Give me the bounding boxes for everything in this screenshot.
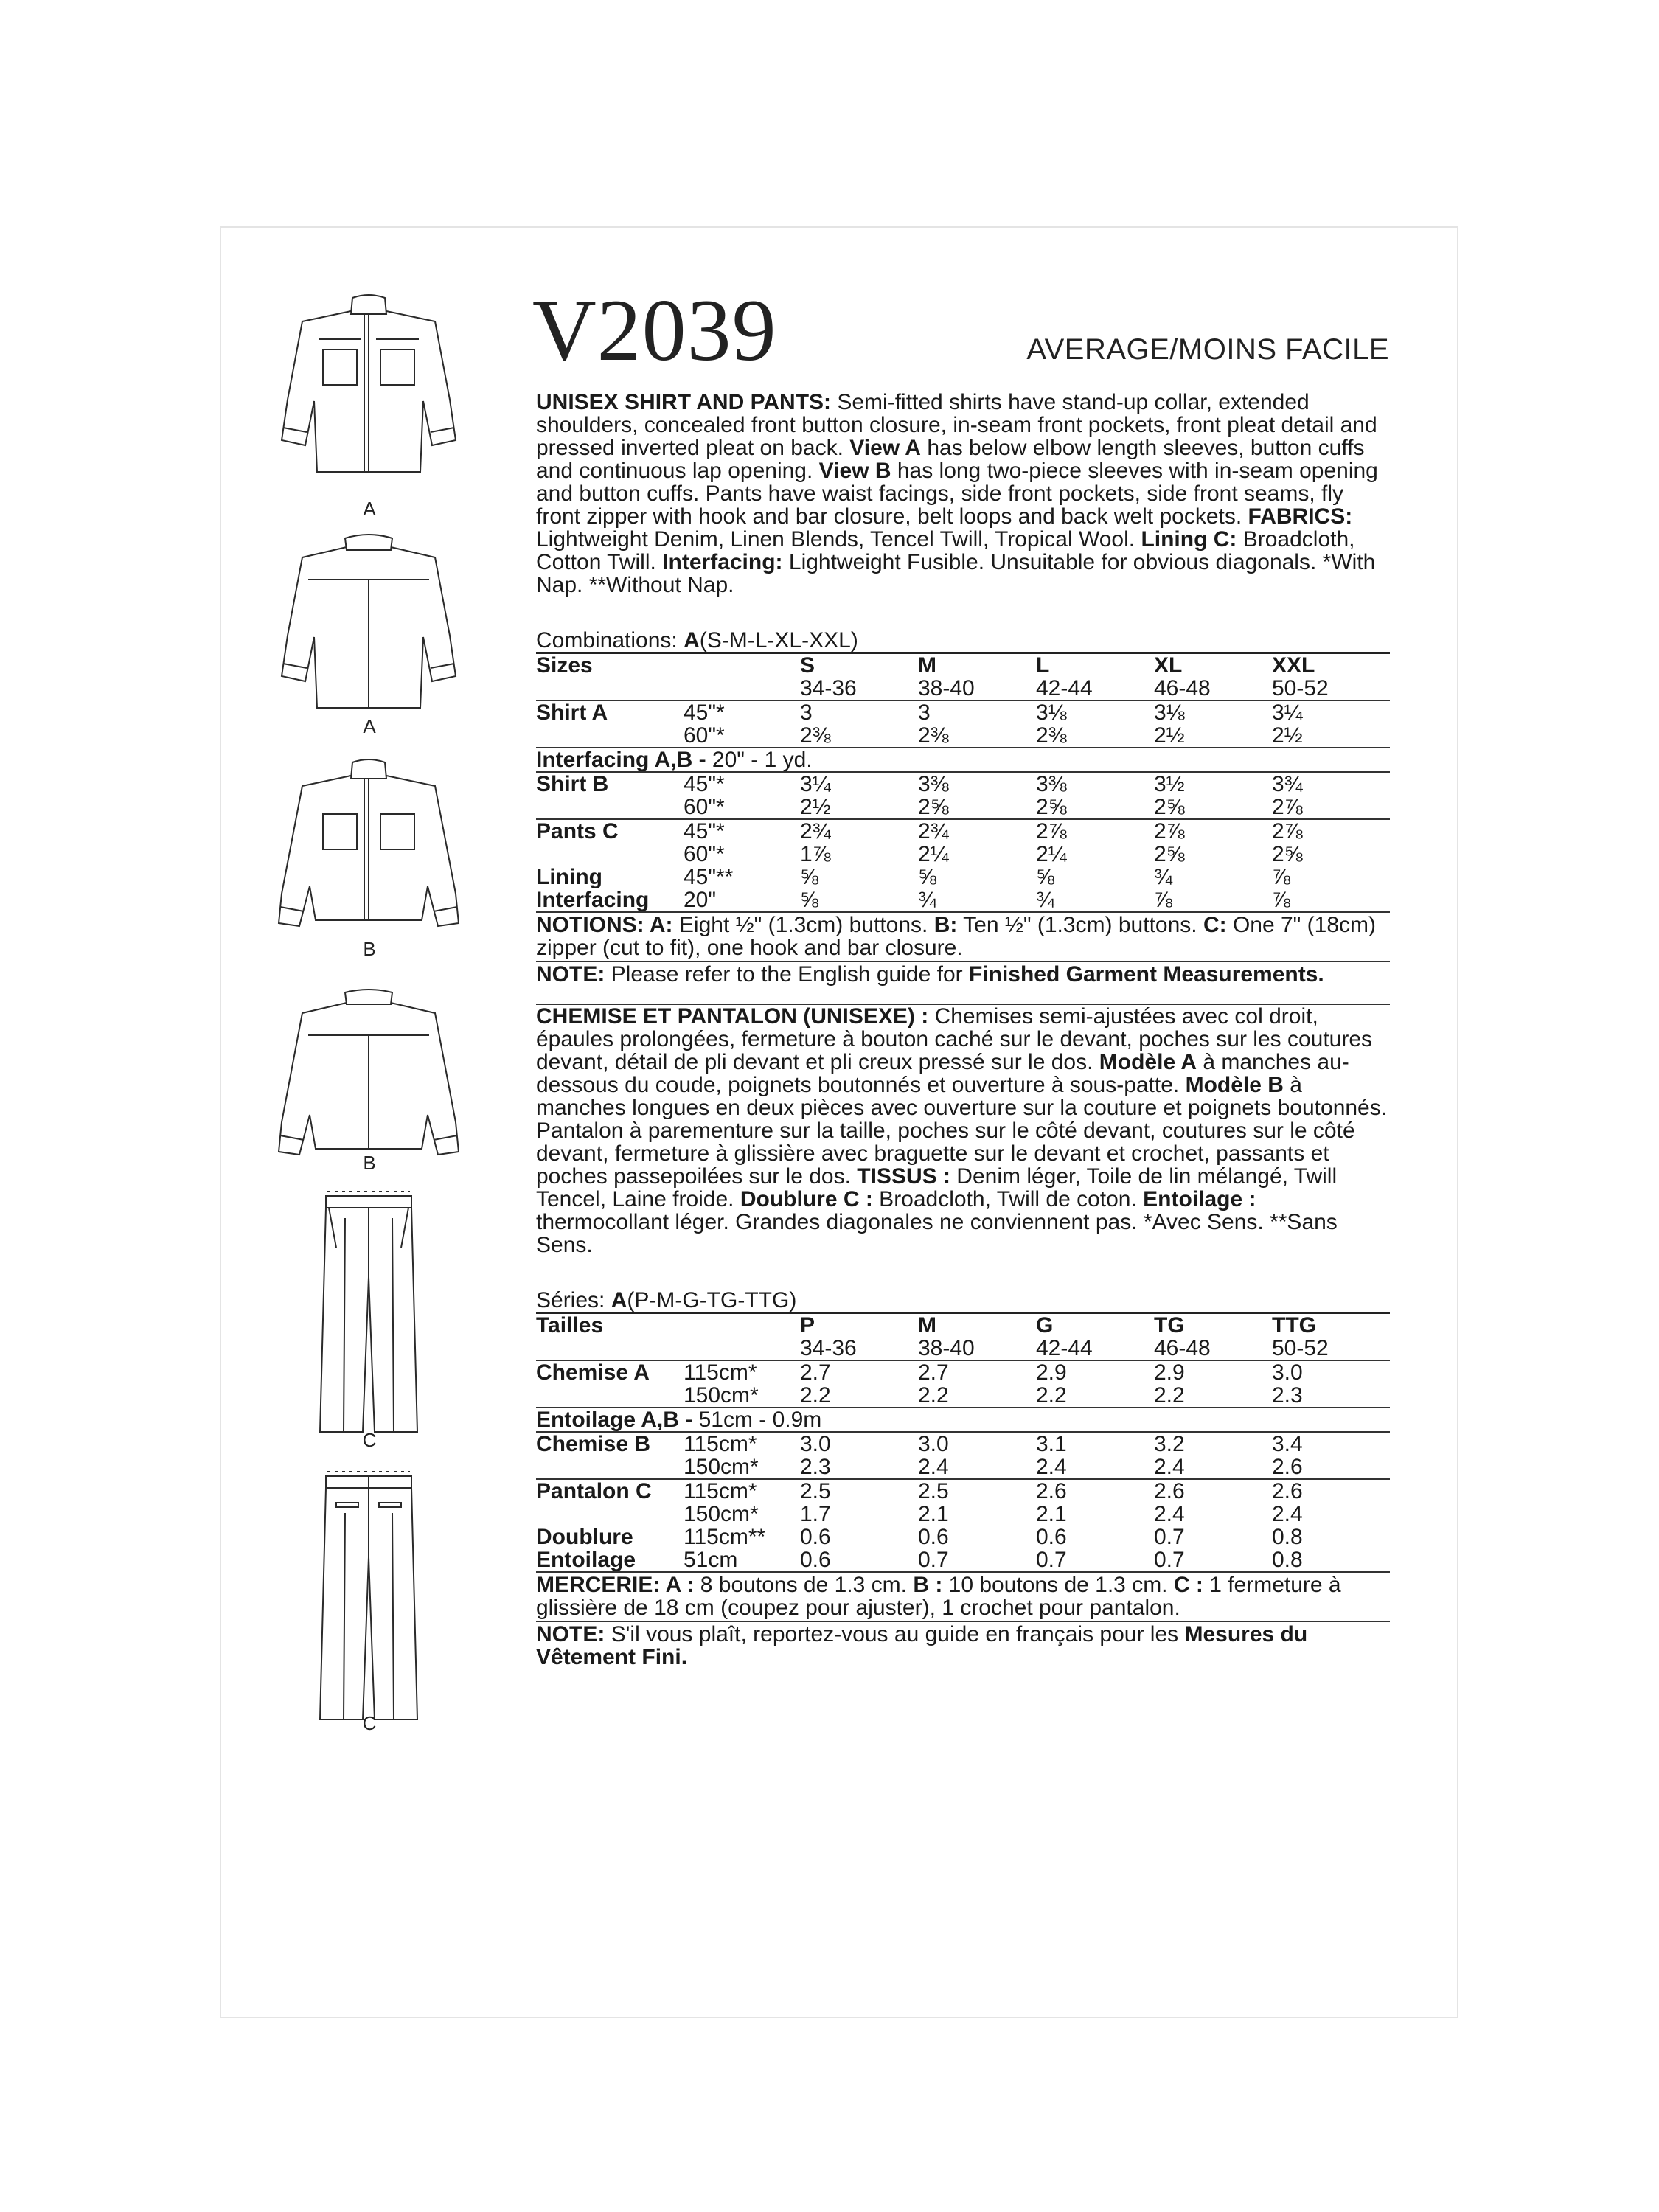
table-cell [684, 1313, 800, 1338]
pants-c-front-drawing [310, 1189, 428, 1439]
yardage-value: 2⅝ [1036, 795, 1067, 819]
view-label: C [362, 1429, 377, 1451]
yardage-value: 2⅞ [1272, 819, 1390, 843]
fabric-width: 45"* [684, 819, 800, 843]
fabric-width: 20" [684, 888, 717, 912]
yardage-value: ¾ [1036, 888, 1055, 912]
yardage-value: 3⅛ [1036, 700, 1154, 724]
table-row [536, 1479, 1390, 1503]
notions-text [536, 913, 1376, 960]
table-row [536, 1432, 1390, 1455]
yardage-value: 2¾ [918, 819, 1036, 843]
yardage-value: 2¾ [800, 819, 918, 843]
yardage-value: 3¼ [800, 772, 918, 796]
yardage-value: 2⅜ [918, 723, 949, 748]
shirt-b-back-drawing [273, 982, 465, 1166]
row-label: Chemise B [536, 1432, 684, 1455]
text: Ten ½" (1.3cm) buttons. [957, 913, 1203, 937]
yardage-value: 3.0 [1272, 1360, 1390, 1384]
yardage-value: 0.7 [1154, 1525, 1185, 1549]
view-label: B [363, 1152, 376, 1174]
english-note [536, 961, 1390, 987]
text: Lightweight Denim, Linen Blends, Tencel Twill, Tropical Wool. [536, 527, 1141, 552]
size-range: 50-52 [1272, 1336, 1329, 1360]
yardage-table [536, 1312, 1390, 1571]
text: 1 fermeture à glissière de 18 cm (coupez pour ajuster), 1 crochet pour pantalon. [536, 1573, 1341, 1620]
yardage-value: 2½ [800, 795, 831, 819]
table-cell [684, 677, 800, 700]
text: Broadcloth, Cotton Twill. [536, 527, 1355, 574]
yardage-value: 2½ [1272, 723, 1303, 748]
yardage-value: 2.6 [1272, 1455, 1303, 1479]
table-row [536, 1548, 1390, 1571]
combinations-prefix: Combinations: [536, 628, 684, 653]
bold-text: Modèle B [1185, 1073, 1284, 1097]
yardage-value: 0.6 [800, 1525, 831, 1549]
yardage-value: 3.1 [1036, 1432, 1154, 1455]
pattern-number: V2039 [532, 281, 777, 379]
bold-text: NOTE: [536, 1622, 605, 1646]
size-header: TTG [1272, 1313, 1390, 1338]
bold-text: FABRICS: [1248, 504, 1353, 529]
bold-text: View B [818, 459, 891, 483]
yardage-value: 2.4 [918, 1455, 949, 1479]
row-label: Interfacing [536, 888, 650, 912]
table-cell [536, 677, 684, 700]
table-header-label: Sizes [536, 653, 684, 678]
bold-text: Lining C: [1141, 527, 1237, 552]
yardage-value: 2.2 [800, 1383, 831, 1408]
text: 10 boutons de 1.3 cm. [942, 1573, 1174, 1597]
notions-label: NOTIONS: [536, 913, 644, 937]
text: has below elbow length sleeves, button cuffs and continuous lap opening. [536, 436, 1365, 483]
fabric-width: 115cm* [684, 1432, 800, 1455]
table-row [536, 796, 1390, 819]
text: Lightweight Fusible. Unsuitable for obvious diagonals. *With Nap. **Without Nap. [536, 550, 1376, 597]
yardage-value: 1⅞ [800, 842, 831, 866]
yardage-value: 3⅜ [918, 772, 1036, 796]
yardage-value: 2.7 [918, 1360, 1036, 1384]
yardage-value: 0.8 [1272, 1548, 1303, 1572]
yardage-value: 2⅝ [1154, 842, 1185, 866]
text: à manches au-dessous du coude, poignets boutonnés et ouverture à sous-patte. [536, 1050, 1349, 1097]
fabric-width: 60"* [684, 723, 725, 748]
size-header: G [1036, 1313, 1154, 1338]
yardage-value: 3.4 [1272, 1432, 1390, 1455]
bold-text: TISSUS : [857, 1164, 950, 1189]
size-range: 38-40 [918, 676, 975, 700]
yardage-value: ⅞ [1272, 888, 1291, 912]
row-label [536, 796, 684, 819]
size-range: 50-52 [1272, 676, 1329, 700]
size-range: 42-44 [1036, 676, 1093, 700]
bold-text: B : [913, 1573, 943, 1597]
row-label: Shirt A [536, 700, 684, 724]
pants-c-back-drawing [310, 1469, 428, 1727]
row-label [536, 1455, 684, 1479]
text: S'il vous plaît, reportez-vous au guide en français pour les [605, 1622, 1185, 1646]
table-row [536, 772, 1390, 796]
english-yardage-table [536, 652, 1390, 911]
yardage-value: 2.6 [1154, 1479, 1272, 1503]
yardage-value: 3.0 [800, 1432, 918, 1455]
yardage-value: 3 [918, 700, 1036, 724]
table-row [536, 1503, 1390, 1526]
size-range: 34-36 [800, 1336, 857, 1360]
size-header: M [918, 1313, 1036, 1338]
size-range: 46-48 [1154, 1336, 1211, 1360]
row-label: Entoilage A,B - [536, 1408, 693, 1432]
interfacing-ab-row [536, 748, 1390, 772]
yardage-value: 2.4 [1154, 1502, 1185, 1526]
yardage-value: 2½ [1154, 723, 1185, 748]
yardage-value: 2.2 [918, 1383, 949, 1408]
yardage-value: 2.2 [1154, 1383, 1185, 1408]
yardage-value: 2.1 [1036, 1502, 1067, 1526]
yardage-value: 3¼ [1272, 700, 1390, 724]
table-cell [684, 1337, 800, 1360]
yardage-value: 2.3 [1272, 1383, 1303, 1408]
yardage-value: 3½ [1154, 772, 1272, 796]
combinations-view: A [684, 628, 700, 653]
row-label [536, 724, 684, 748]
combinations-sizes: (S-M-L-XL-XXL) [699, 628, 858, 653]
table-row [536, 1455, 1390, 1479]
yardage-value: 2⅞ [1154, 819, 1272, 843]
table-row [536, 1313, 1390, 1338]
bold-text: A : [660, 1573, 695, 1597]
fabric-width: 150cm* [684, 1383, 759, 1408]
text: à manches longues en deux pièces avec ouverture sur la couture et poignets boutonnés. Pantalon à parementure sur la taille, poches sur le côté devant, coutures sur le côté devant, fermeture à glissière avec braguette sur le devant et crochet, passants et poches passepoilées sur le dos. [536, 1073, 1388, 1189]
bold-text: B: [933, 913, 958, 937]
row-label: Doublure [536, 1525, 633, 1549]
table-row [536, 1384, 1390, 1408]
bold-text: View A [849, 436, 921, 460]
combinations-sizes: (P-M-G-TG-TTG) [627, 1288, 797, 1312]
text: Chemises semi-ajustées avec col droit, épaules prolongées, fermeture à bouton caché sur le devant, poches sur les coutures devant, détail de pli devant et pli creux pressé sur le dos. [536, 1004, 1373, 1074]
yardage-value: 3⅜ [1036, 772, 1154, 796]
yardage-value: 2.9 [1036, 1360, 1154, 1384]
table-row [536, 1360, 1390, 1384]
size-header: TG [1154, 1313, 1272, 1338]
yardage-value: 0.6 [918, 1525, 949, 1549]
yardage-value: ⅝ [1036, 865, 1055, 889]
yardage-value: 2¼ [918, 842, 949, 866]
english-description [536, 391, 1390, 597]
table-row [536, 843, 1390, 866]
text: Please refer to the English guide for [605, 962, 969, 987]
shirt-b-front-drawing [273, 754, 465, 938]
table-row [536, 700, 1390, 724]
text: Semi-fitted shirts have stand-up collar, extended shoulders, concealed front button closure, in-seam front pockets, front pleat detail and pressed inverted pleat on back. [536, 390, 1377, 460]
bold-text: A: [644, 913, 673, 937]
yardage-table [536, 652, 1390, 911]
fabric-width: 115cm** [684, 1525, 766, 1549]
interfacing-yardage: 51cm - 0.9m [692, 1408, 822, 1432]
yardage-value: 2.4 [1272, 1502, 1303, 1526]
size-range: 38-40 [918, 1336, 975, 1360]
bold-text: UNISEX SHIRT AND PANTS: [536, 390, 832, 414]
fabric-width: 60"* [684, 842, 725, 866]
combinations-view: A [611, 1288, 627, 1312]
view-label: A [363, 498, 376, 520]
bold-text: Interfacing: [662, 550, 783, 574]
yardage-value: 2.5 [918, 1479, 1036, 1503]
fabric-width: 60"* [684, 795, 725, 819]
text: thermocollant léger. Grandes diagonales ne conviennent pas. *Avec Sens. **Sans Sens. [536, 1210, 1338, 1257]
yardage-value: 0.7 [1154, 1548, 1185, 1572]
yardage-value: 2⅞ [1272, 795, 1303, 819]
view-label: A [363, 715, 376, 737]
french-notions [536, 1571, 1390, 1621]
yardage-value: 1.7 [800, 1502, 831, 1526]
table-row [536, 1526, 1390, 1548]
size-range: 42-44 [1036, 1336, 1093, 1360]
bold-text: Modèle A [1099, 1050, 1197, 1074]
size-header: L [1036, 653, 1154, 678]
text: Broadcloth, Twill de coton. [872, 1187, 1144, 1211]
yardage-value: 3¾ [1272, 772, 1390, 796]
table-row [536, 866, 1390, 888]
size-header: XXL [1272, 653, 1390, 678]
view-label: B [363, 938, 376, 960]
table-cell [684, 653, 800, 678]
row-label: Chemise A [536, 1360, 684, 1384]
table-row [536, 1408, 1390, 1432]
english-combinations [536, 629, 1390, 652]
yardage-value: ⅝ [800, 865, 819, 889]
yardage-value: 2⅜ [800, 723, 831, 748]
yardage-value: 0.8 [1272, 1525, 1303, 1549]
bold-text: NOTE: [536, 962, 605, 987]
text: 8 boutons de 1.3 cm. [694, 1573, 914, 1597]
yardage-value: ¾ [918, 888, 937, 912]
table-row [536, 748, 1390, 772]
yardage-value: ⅞ [1272, 865, 1291, 889]
view-label: C [362, 1712, 377, 1734]
yardage-value: 2⅝ [918, 795, 949, 819]
yardage-value: 2⅝ [1272, 842, 1303, 866]
yardage-value: 3.0 [918, 1432, 1036, 1455]
bold-text: CHEMISE ET PANTALON (UNISEXE) : [536, 1004, 929, 1029]
fabric-width: 45"* [684, 772, 800, 796]
row-label: Shirt B [536, 772, 684, 796]
yardage-value: 2.6 [1272, 1479, 1390, 1503]
french-description [536, 1005, 1390, 1256]
row-label: Pantalon C [536, 1479, 684, 1503]
interfacing-ab-row [536, 1408, 1390, 1432]
combinations-prefix: Séries: [536, 1288, 611, 1312]
yardage-value: 0.6 [800, 1548, 831, 1572]
table-row [536, 1337, 1390, 1360]
yardage-value: 2⅞ [1036, 819, 1154, 843]
yardage-value: ⅞ [1154, 888, 1173, 912]
yardage-value: 0.7 [1036, 1548, 1067, 1572]
yardage-value: 2.4 [1036, 1455, 1067, 1479]
size-range: 46-48 [1154, 676, 1211, 700]
yardage-value: 2.6 [1036, 1479, 1154, 1503]
yardage-value: 3⅛ [1154, 700, 1272, 724]
size-range: 34-36 [800, 676, 857, 700]
yardage-value: 2.1 [918, 1502, 949, 1526]
yardage-value: 2.7 [800, 1360, 918, 1384]
text: Eight ½" (1.3cm) buttons. [672, 913, 934, 937]
fabric-width: 150cm* [684, 1502, 759, 1526]
yardage-value: 2.4 [1154, 1455, 1185, 1479]
french-note [536, 1621, 1390, 1670]
yardage-value: 2.9 [1154, 1360, 1272, 1384]
table-cell [536, 1337, 684, 1360]
fabric-width: 115cm* [684, 1360, 800, 1384]
table-row [536, 677, 1390, 700]
size-header: P [800, 1313, 918, 1338]
table-row [536, 819, 1390, 843]
yardage-value: ⅝ [800, 888, 819, 912]
french-yardage-table [536, 1312, 1390, 1571]
fabric-width: 150cm* [684, 1455, 759, 1479]
difficulty-level: AVERAGE/MOINS FACILE [1026, 333, 1389, 366]
row-label [536, 1503, 684, 1526]
size-header: S [800, 653, 918, 678]
fabric-width: 115cm* [684, 1479, 800, 1503]
bold-text: C : [1173, 1573, 1203, 1597]
yardage-value: 0.7 [918, 1548, 949, 1572]
text: has long two-piece sleeves with in-seam opening and button cuffs. Pants have waist facings, side front pockets, side front seams, fly front zipper with hook and bar closure, belt loops and back welt pockets. [536, 459, 1378, 529]
yardage-value: 2.3 [800, 1455, 831, 1479]
size-header: M [918, 653, 1036, 678]
interfacing-yardage: 20" - 1 yd. [706, 748, 813, 772]
yardage-value: ⅝ [918, 865, 937, 889]
table-row [536, 888, 1390, 911]
yardage-value: 3 [800, 700, 918, 724]
row-label [536, 1384, 684, 1408]
bold-text: C: [1203, 913, 1227, 937]
bold-text: Mesures du Vêtement Fini. [536, 1622, 1308, 1669]
yardage-value: 2⅜ [1036, 723, 1067, 748]
shirt-a-front-drawing [273, 289, 465, 488]
yardage-value: 2.2 [1036, 1383, 1067, 1408]
row-label [536, 843, 684, 866]
bold-text: Entoilage : [1143, 1187, 1256, 1211]
row-label: Interfacing A,B - [536, 748, 706, 772]
table-row [536, 653, 1390, 678]
yardage-value: 3.2 [1154, 1432, 1272, 1455]
yardage-value: 2⅝ [1154, 795, 1185, 819]
shirt-a-back-drawing [273, 525, 465, 724]
bold-text: Doublure C : [740, 1187, 873, 1211]
table-row [536, 724, 1390, 748]
yardage-value: ¾ [1154, 865, 1173, 889]
row-label: Lining [536, 865, 602, 889]
yardage-value: 2.5 [800, 1479, 918, 1503]
row-label: Pants C [536, 819, 684, 843]
row-label: Entoilage [536, 1548, 636, 1572]
yardage-value: 2¼ [1036, 842, 1067, 866]
pattern-info [536, 391, 1390, 1670]
fabric-width: 45"** [684, 865, 734, 889]
bold-text: Finished Garment Measurements. [968, 962, 1324, 987]
text: One 7" (18cm) zipper (cut to fit), one hook and bar closure. [536, 913, 1376, 960]
french-combinations [536, 1289, 1390, 1312]
english-notions [536, 911, 1390, 961]
table-header-label: Tailles [536, 1313, 684, 1338]
text: Denim léger, Toile de lin mélangé, Twill Tencel, Laine froide. [536, 1164, 1338, 1211]
yardage-value: 0.6 [1036, 1525, 1067, 1549]
fabric-width: 45"* [684, 700, 800, 724]
size-header: XL [1154, 653, 1272, 678]
notions-label: MERCERIE: [536, 1573, 661, 1597]
fabric-width: 51cm [684, 1548, 738, 1572]
